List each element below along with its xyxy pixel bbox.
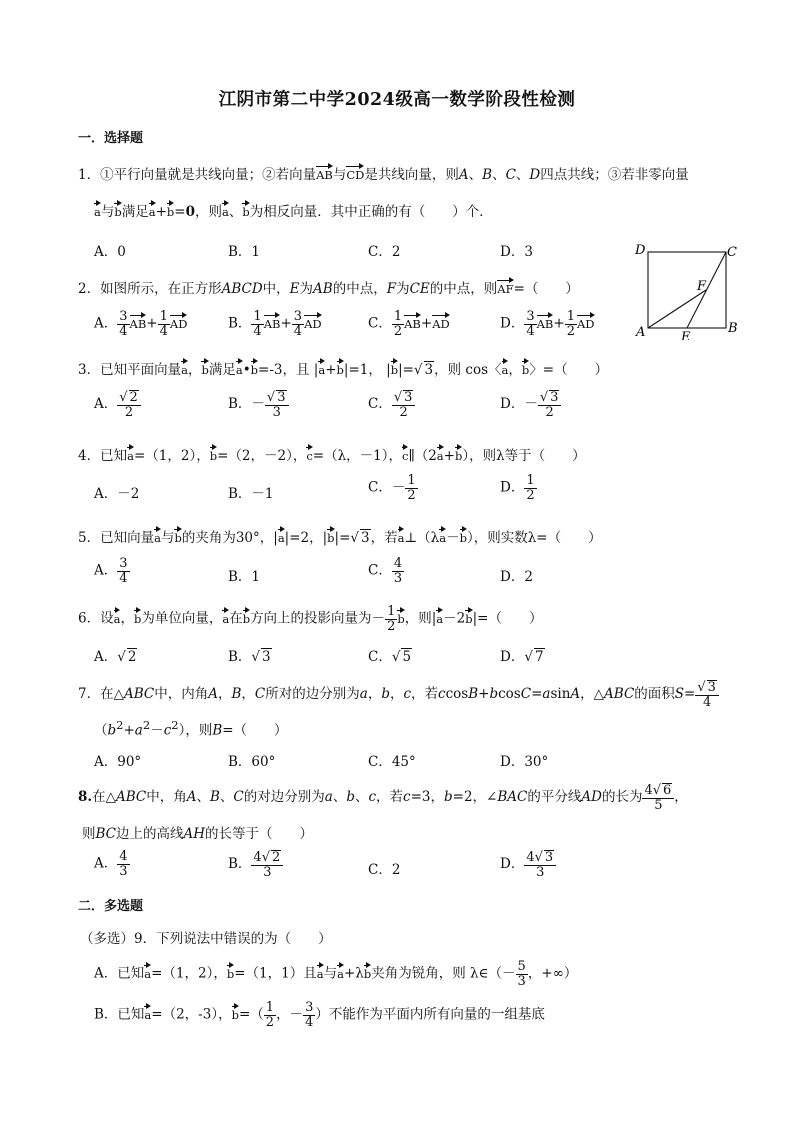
- option-d: D．－ $\frac{√ 3}{2}$: [500, 390, 561, 419]
- option-c: C．2: [368, 244, 401, 260]
- option-a: A． $\frac{4}{3}$: [94, 849, 128, 879]
- section-heading-single-choice: 一．选择题: [78, 131, 144, 146]
- label-c: C: [727, 245, 737, 260]
- question-2-text: 2．如图所示，在正方形ABCD中，E为AB的中点，F为CE的中点，则AF=（ ）: [78, 277, 579, 297]
- option-c: C．2: [368, 862, 401, 878]
- option-a: A．0: [94, 244, 126, 260]
- option-c: C． $\frac{1}{2}$ AB+AD: [368, 309, 450, 339]
- label-a: A: [636, 325, 646, 340]
- label-f: F: [697, 279, 707, 294]
- option-a: A． $\frac{√ 2}{2}$: [94, 390, 141, 419]
- option-b: B．1: [228, 244, 261, 260]
- option-b: B． $\frac{1}{4}$ AB+ $\frac{3}{4}$ AD: [228, 309, 322, 339]
- question-text: ①平行向量就是共线向量；②若向量AB与CD是共线向量，则A、B、C、D四点共线；③若非零向量: [100, 167, 689, 183]
- option-d: D． $\frac{1}{2}$: [500, 473, 535, 503]
- segment-ce: [687, 252, 726, 328]
- option-b: B．－1: [228, 486, 274, 502]
- option-b: B． $\frac{4√ 2}{3}$: [228, 850, 283, 879]
- question-number: 1．: [78, 167, 101, 183]
- option-b: B．1: [228, 569, 261, 585]
- option-d: D． $\frac{4√ 3}{3}$: [500, 850, 556, 879]
- option-c: C．－ $\frac{1}{2}$: [368, 473, 416, 503]
- question-5-text: 5．已知向量a与b的夹角为30°，|a|=2，|b|=√ 3，若a⊥（λa－b），则实数λ=（ ）: [78, 526, 602, 546]
- option-c: C． $\frac{4}{3}$: [368, 556, 403, 586]
- option-d: D．30°: [500, 754, 549, 770]
- question-1-line-2: a与b满足a+b=0，则a、b为相反向量．其中正确的有（ ）个．: [94, 200, 493, 220]
- square-abcd: [648, 252, 726, 328]
- option-c: C． $\frac{√ 3}{2}$: [368, 390, 415, 419]
- question-8-line-2: 则BC边上的高线AH的长等于（ ）: [82, 826, 314, 842]
- option-b: B．60°: [228, 754, 276, 770]
- question-1-line-1: [78, 163, 689, 183]
- question-6-text: 6．设a，b为单位向量，a在b方向上的投影向量为－ $\frac{1}{2}$ b，则|a－2b|=（ ）: [78, 604, 543, 634]
- option-a: A．90°: [94, 754, 142, 770]
- option-d: D．2: [500, 569, 533, 585]
- question-9-option-b: B．已知a=（2，-3），b=（ $\frac{1}{2}$ ，－ $\frac{3}{4}$ ）不能作为平面内所有向量的一组基底: [94, 1000, 545, 1030]
- question-8-line-1: 8.在△ABC中，角A、B、C的对边分别为a、b、c，若c=3，b=2，∠BAC的平分线AD的长为 $\frac{4√ 6}{5}$ ，: [78, 783, 688, 813]
- label-b: B: [728, 321, 738, 336]
- section-heading-multi-choice: 二．多选题: [78, 899, 144, 914]
- option-a: A．－2: [94, 486, 140, 502]
- option-b: B．－ $\frac{√ 3}{3}$: [228, 390, 289, 419]
- option-a: A．√ 2: [94, 649, 137, 665]
- option-a: A． $\frac{3}{4}$ AB+ $\frac{1}{4}$ AD: [94, 309, 188, 339]
- question-9-option-a: A．已知a=（1，2），b=（1，1）且a与a+λb夹角为锐角，则 λ∈（－ $\frac{5}{3}$ ，+∞）: [94, 959, 578, 989]
- label-e: E: [681, 330, 691, 340]
- question-9-text: （多选）9．下列说法中错误的为（ ）: [80, 931, 332, 947]
- square-figure: [630, 240, 750, 340]
- question-3-text: 3．已知平面向量a，b满足a•b=-3，且 |a+b|=1， |b|=√ 3，则 cos〈a，b〉=（ ）: [78, 358, 608, 378]
- question-7-line-2: $(b^2+a^2-c^2)$，则B=（ ）: [94, 718, 288, 739]
- option-d: D．3: [500, 244, 533, 260]
- page-title: 江阴市第二中学2024级高一数学阶段性检测: [218, 90, 576, 110]
- option-b: B．√ 3: [228, 649, 271, 665]
- label-d: D: [635, 243, 646, 258]
- option-c: C．45°: [368, 754, 416, 770]
- question-7-line-1: 7．在△ABC中，内角A，B，C所对的边分别为a，b，c，若ccosB+bcosC=asinA，△ABC的面积S= $\frac{√ 3}{4}$: [78, 680, 719, 709]
- question-4-text: 4．已知a=（1，2），b=（2，－2），c=（λ，－1），c∥（2a+b），则λ等于（ ）: [78, 444, 586, 464]
- option-d: D． $\frac{3}{4}$ AB+ $\frac{1}{2}$ AD: [500, 309, 595, 339]
- option-d: D．√ 7: [500, 649, 544, 665]
- option-c: C．√ 5: [368, 649, 412, 665]
- option-a: A． $\frac{3}{4}$: [94, 556, 128, 586]
